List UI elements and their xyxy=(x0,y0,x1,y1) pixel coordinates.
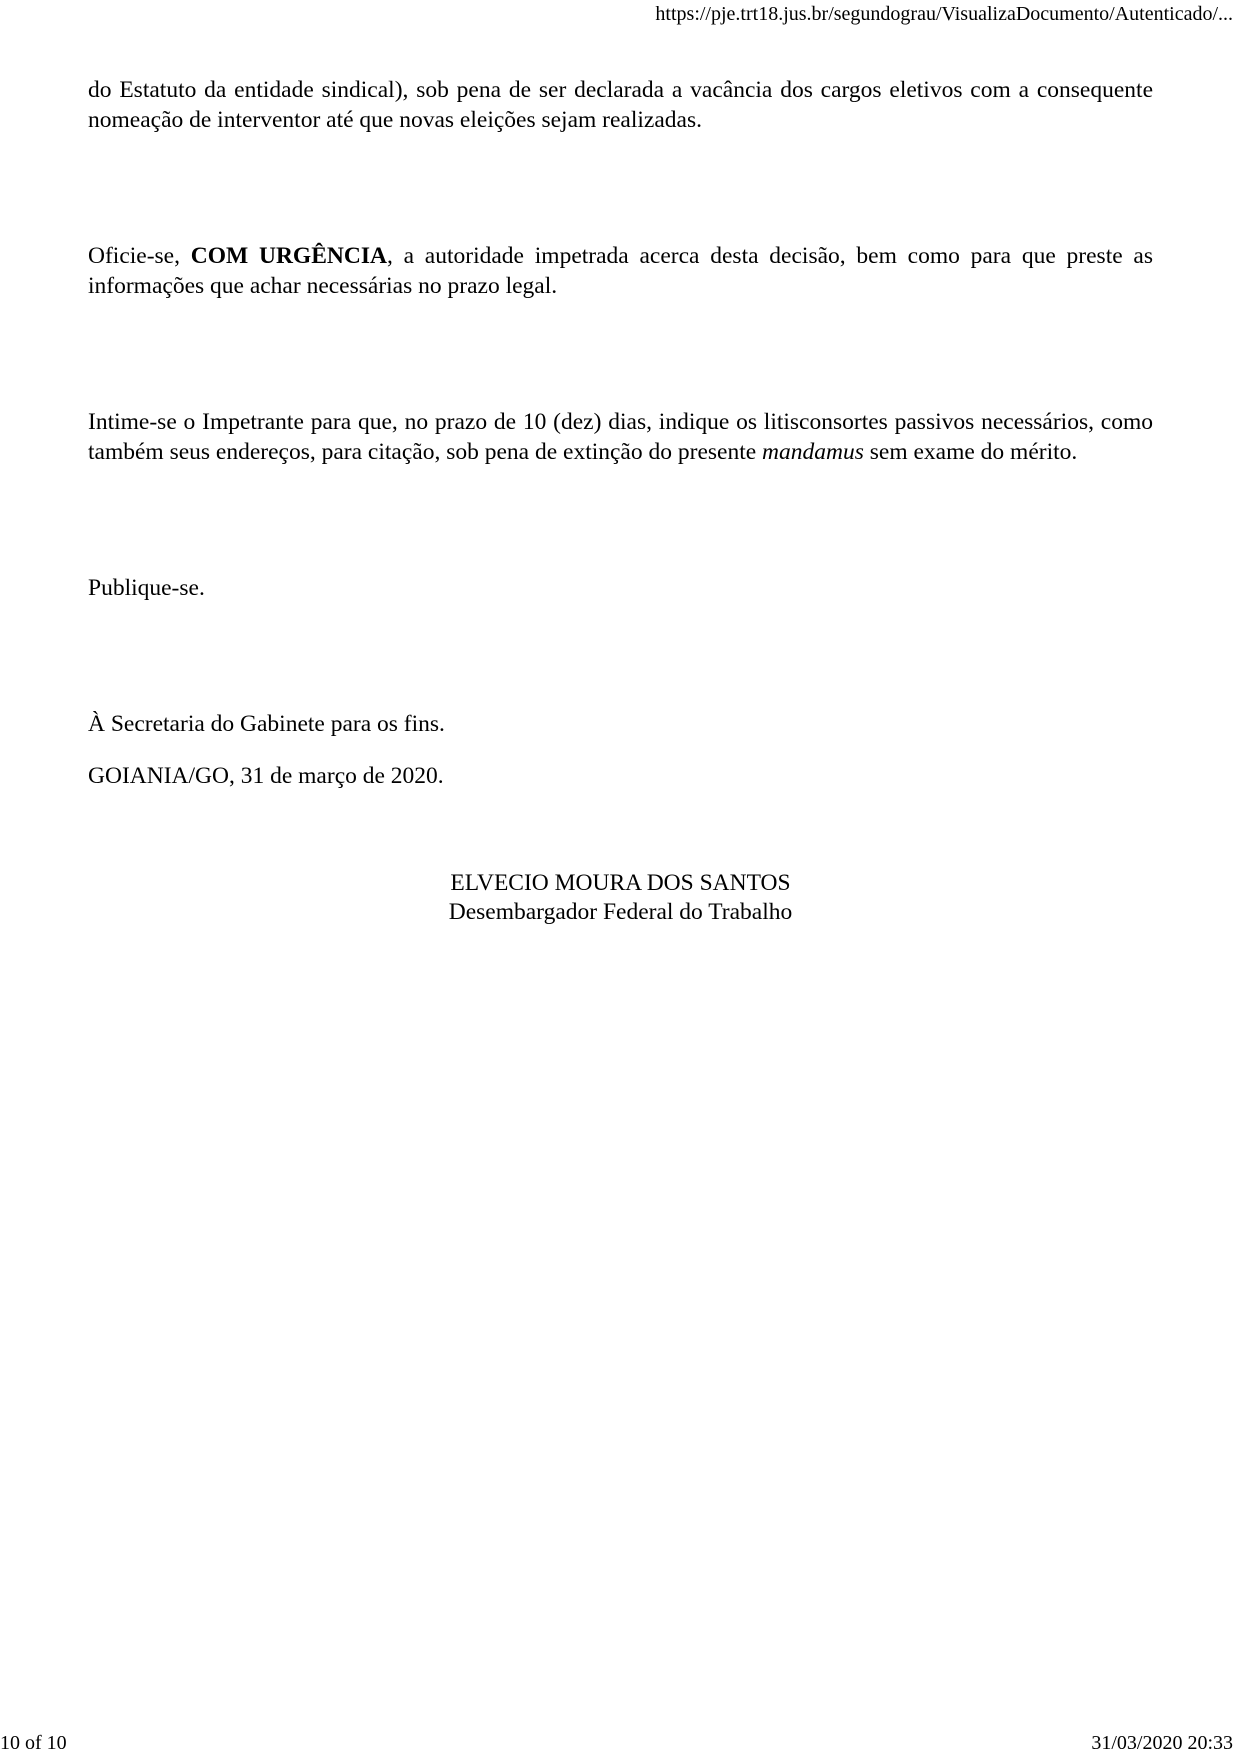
signature-block xyxy=(88,869,1153,927)
date-line: GOIANIA/GO, 31 de março de 2020. xyxy=(88,763,444,789)
paragraph-intime-rest: sem exame do mérito. xyxy=(863,439,1078,465)
document-url: https://pje.trt18.jus.br/segundograu/VisualizaDocumento/Autenticado/... xyxy=(655,3,1233,25)
paragraph-oficie-lead: Oficie-se, xyxy=(88,243,191,269)
signer-name: ELVECIO MOURA DOS SANTOS xyxy=(450,870,791,896)
paragraph-publique: Publique-se. xyxy=(88,575,205,601)
paragraph-oficie xyxy=(88,241,1153,301)
mandamus-term: mandamus xyxy=(762,439,864,465)
paragraph-intime-lead: Intime-se o Impetrante para que, no prazo de 10 (dez) dias, indique os litisconsortes passivos necessários, como também seus endereços, para citação, sob pena de extinção do presente xyxy=(88,409,1153,465)
paragraph-intime xyxy=(88,407,1153,467)
print-datetime: 31/03/2020 20:33 xyxy=(1091,1732,1233,1754)
signer-role: Desembargador Federal do Trabalho xyxy=(448,899,793,925)
paragraph-secretaria: À Secretaria do Gabinete para os fins. xyxy=(88,711,445,737)
page-number: 10 of 10 xyxy=(0,1732,67,1754)
paragraph-oficie-rest: , a autoridade impetrada acerca desta decisão, bem como para que preste as informações que achar necessárias no prazo legal. xyxy=(88,243,1154,299)
urgency-emphasis: COM URGÊNCIA xyxy=(190,243,387,269)
document-body xyxy=(88,75,1153,927)
paragraph-statute: do Estatuto da entidade sindical), sob pena de ser declarada a vacância dos cargos eletivos com a consequente nomeação de interventor até que novas eleições sejam realizadas. xyxy=(88,77,1153,133)
